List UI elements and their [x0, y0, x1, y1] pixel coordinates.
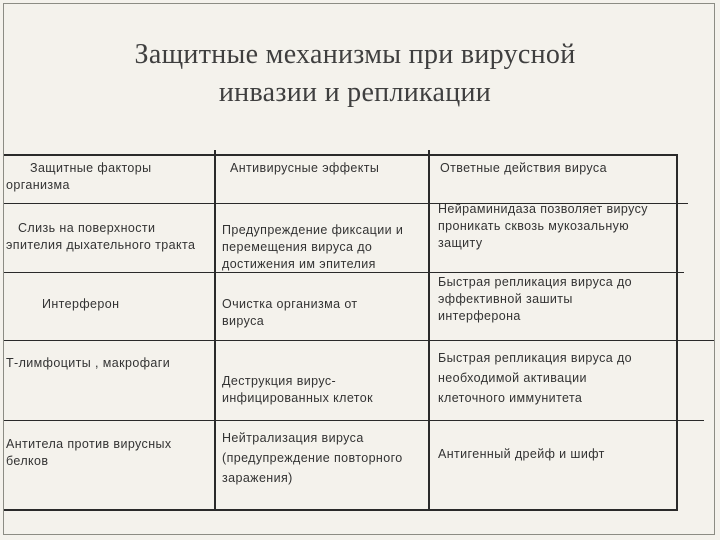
- row-3-response: Быстрая репликация вируса до необходимой активации клеточного иммунитета: [438, 351, 633, 405]
- slide-title-line-2: инвазии и репликации: [218, 77, 492, 108]
- row-1-response: Нейраминидаза позволяет вирусу проникать сквозь мукозальную защиту: [438, 202, 648, 250]
- header-defense-factors: Защитные факторы организма: [6, 161, 152, 192]
- row-4-effect: Нейтрализация вируса (предупреждение повторного заражения): [222, 431, 403, 485]
- table-top-border: [4, 154, 678, 156]
- row-1-factor: Слизь на поверхности эпителия дыхательного тракта: [6, 221, 196, 252]
- table-bottom-border: [4, 509, 678, 511]
- row-1-effect: Предупреждение фиксации и перемещения вируса до достижения им эпителия: [222, 223, 404, 271]
- table-column-divider: [428, 150, 430, 510]
- header-virus-response: Ответные действия вируса: [440, 161, 607, 175]
- slide-title-line-1: Защитные механизмы при вирусной: [134, 39, 576, 70]
- table-column-divider: [214, 150, 216, 510]
- row-2-factor: Интерферон: [42, 297, 120, 311]
- row-2-response: Быстрая репликация вируса до эффективной зашиты интерферона: [438, 275, 633, 323]
- row-4-factor: Антитела против вирусных белков: [6, 437, 172, 468]
- header-antiviral-effects: Антивирусные эффекты: [230, 161, 380, 175]
- row-4-response: Антигенный дрейф и шифт: [438, 447, 605, 461]
- row-3-effect: Деструкция вирус-инфицированных клеток: [222, 374, 374, 405]
- table-row-divider: [4, 420, 704, 421]
- table-right-border: [676, 155, 678, 510]
- table-row-divider: [4, 340, 714, 341]
- row-2-effect: Очистка организма от вируса: [222, 297, 358, 328]
- row-3-factor: Т-лимфоциты , макрофаги: [6, 356, 171, 370]
